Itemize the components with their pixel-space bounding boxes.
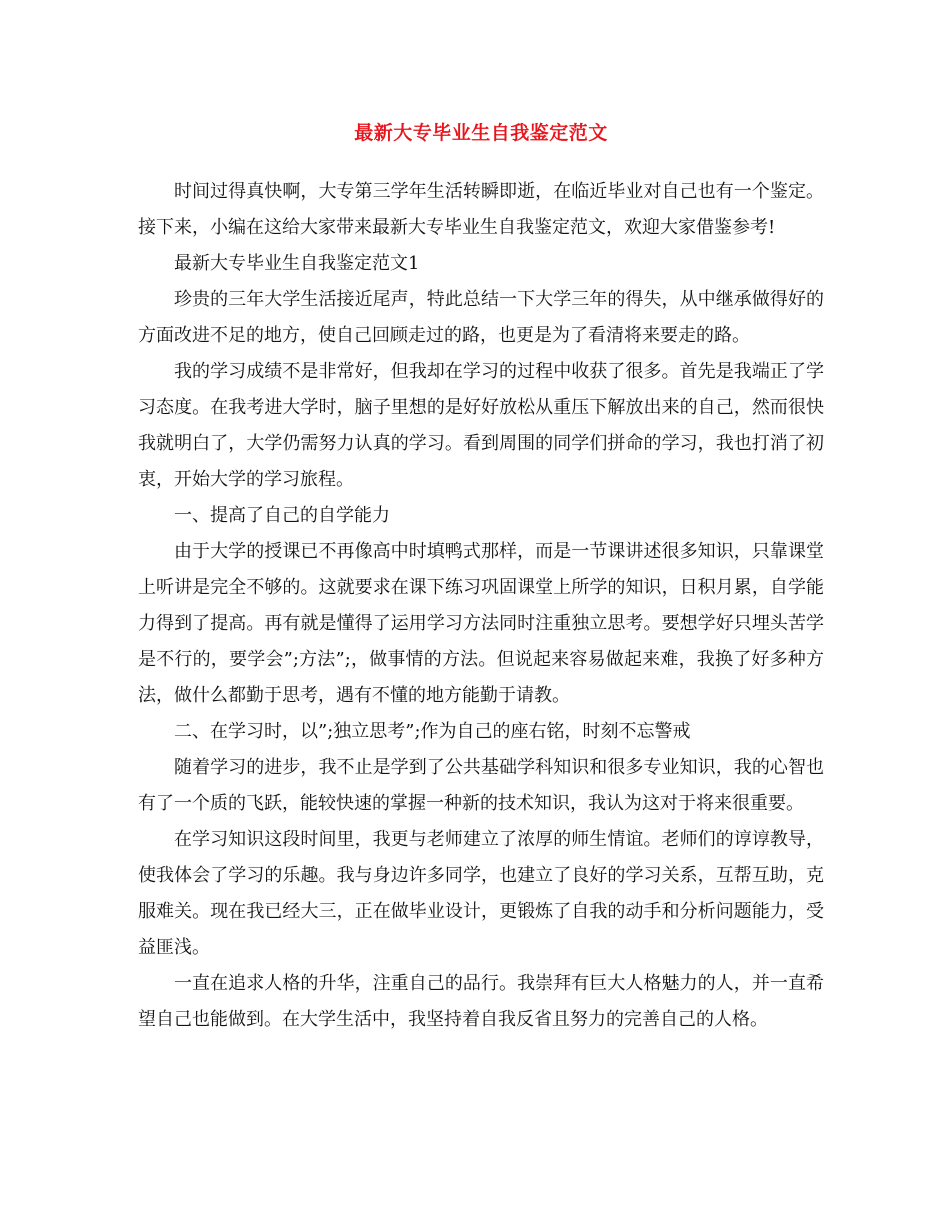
paragraph: 在学习知识这段时间里，我更与老师建立了浓厚的师生情谊。老师们的谆谆教导，使我体会了学习的乐趣。我与身边许多同学，也建立了良好的学习关系，互帮互助，克服难关。现在我已经大三，正在做毕业设计，更锻炼了自我的动手和分析问题能力，受益匪浅。 <box>138 829 824 958</box>
paragraph: 珍贵的三年大学生活接近尾声，特此总结一下大学三年的得失，从中继承做得好的方面改进不足的地方，使自己回顾走过的路，也更是为了看清将来要走的路。 <box>138 289 824 346</box>
paragraph: 我的学习成绩不是非常好，但我却在学习的过程中收获了很多。首先是我端正了学习态度。在我考进大学时，脑子里想的是好好放松从重压下解放出来的自己，然而很快我就明白了，大学仍需努力认真的学习。看到周围的同学们拼命的学习，我也打消了初衷，开始大学的学习旅程。 <box>138 361 824 490</box>
section-heading-1: 一、提高了自己的自学能力 <box>174 505 390 526</box>
paragraph-sample-heading: 最新大专毕业生自我鉴定范文1 <box>174 253 420 274</box>
paragraph: 一直在追求人格的升华，注重自己的品行。我崇拜有巨大人格魅力的人，并一直希望自己也能做到。在大学生活中，我坚持着自我反省且努力的完善自己的人格。 <box>138 973 824 1030</box>
document-page <box>138 118 824 1038</box>
paragraph: 随着学习的进步，我不止是学到了公共基础学科知识和很多专业知识，我的心智也有了一个质的飞跃，能较快速的掌握一种新的技术知识，我认为这对于将来很重要。 <box>138 757 824 814</box>
document-title: 最新大专毕业生自我鉴定范文 <box>354 122 608 144</box>
section-heading-2: 二、在学习时，以”;独立思考”;作为自己的座右铭，时刻不忘警戒 <box>174 721 691 742</box>
paragraph-intro: 时间过得真快啊，大专第三学年生活转瞬即逝，在临近毕业对自己也有一个鉴定。接下来，小编在这给大家带来最新大专毕业生自我鉴定范文，欢迎大家借鉴参考! <box>138 181 824 238</box>
paragraph: 由于大学的授课已不再像高中时填鸭式那样，而是一节课讲述很多知识，只靠课堂上听讲是完全不够的。这就要求在课下练习巩固课堂上所学的知识，日积月累，自学能力得到了提高。再有就是懂得了运用学习方法同时注重独立思考。要想学好只埋头苦学是不行的，要学会”;方法”;，做事情的方法。但说起来容易做起来难，我换了好多种方法，做什么都勤于思考，遇有不懂的地方能勤于请教。 <box>138 541 824 706</box>
